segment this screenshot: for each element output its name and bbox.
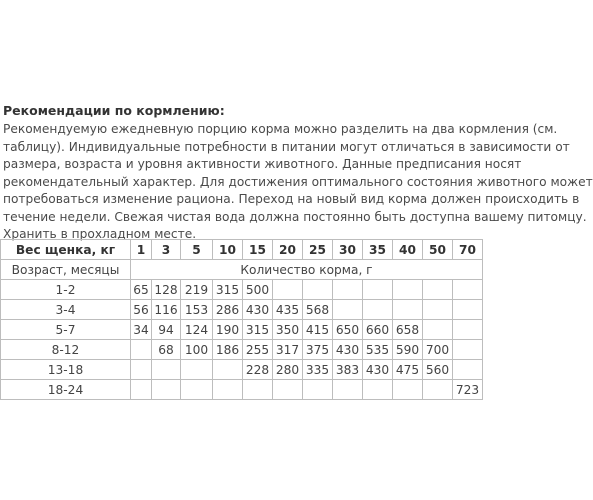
amount-cell [363, 280, 393, 300]
feeding-title: Рекомендации по кормлению: [3, 103, 225, 118]
weight-cell: 3 [152, 240, 181, 260]
table-row [1, 360, 483, 380]
amount-cell: 228 [243, 360, 273, 380]
amount-cell: 415 [303, 320, 333, 340]
amount-cell: 350 [273, 320, 303, 340]
age-cell: 8-12 [1, 340, 131, 360]
amount-cell: 317 [273, 340, 303, 360]
amount-cell [213, 380, 243, 400]
amount-cell [181, 360, 213, 380]
amount-cell [423, 280, 453, 300]
weight-cell: 50 [423, 240, 453, 260]
amount-cell: 658 [393, 320, 423, 340]
age-header-cell: Возраст, месяцы [1, 260, 131, 280]
amount-cell [423, 300, 453, 320]
paragraph-line: таблицу). Индивидуальные потребности в питании могут отличаться в зависимости от [3, 139, 570, 154]
amount-cell: 100 [181, 340, 213, 360]
feeding-paragraph [3, 121, 593, 244]
weight-cell: 20 [273, 240, 303, 260]
amount-cell [181, 380, 213, 400]
amount-cell: 590 [393, 340, 423, 360]
amount-cell: 723 [453, 380, 483, 400]
amount-cell: 375 [303, 340, 333, 360]
amount-cell: 700 [423, 340, 453, 360]
amount-cell: 650 [333, 320, 363, 340]
amount-cell [303, 380, 333, 400]
amount-cell [243, 380, 273, 400]
amount-cell: 34 [131, 320, 152, 340]
age-cell: 13-18 [1, 360, 131, 380]
paragraph-line: Рекомендуемую ежедневную порцию корма можно разделить на два кормления (см. [3, 122, 558, 136]
amount-cell: 383 [333, 360, 363, 380]
amount-cell [393, 380, 423, 400]
paragraph-line: потребоваться изменение рациона. Переход на новый вид корма должен происходить в [3, 192, 580, 206]
age-cell: 5-7 [1, 320, 131, 340]
amount-cell [273, 380, 303, 400]
amount-cell [303, 280, 333, 300]
paragraph-line: размера, возраста и уровня активности животного. Данные предписания носят [3, 157, 522, 171]
amount-cell: 255 [243, 340, 273, 360]
amount-cell [453, 360, 483, 380]
age-cell: 1-2 [1, 280, 131, 300]
weight-cell: 15 [243, 240, 273, 260]
paragraph-line: течение недели. Свежая чистая вода должна постоянно быть доступна вашему питомцу. [3, 209, 587, 224]
amount-cell: 186 [213, 340, 243, 360]
amount-cell: 315 [213, 280, 243, 300]
weight-header-cell: Вес щенка, кг [1, 240, 131, 260]
amount-cell: 430 [333, 340, 363, 360]
amount-cell [333, 300, 363, 320]
amount-cell: 535 [363, 340, 393, 360]
amount-cell [423, 320, 453, 340]
amount-header-cell: Количество корма, г [131, 260, 483, 280]
amount-cell [333, 380, 363, 400]
amount-cell: 280 [273, 360, 303, 380]
amount-cell: 286 [213, 300, 243, 320]
amount-cell: 568 [303, 300, 333, 320]
amount-cell: 660 [363, 320, 393, 340]
amount-cell [131, 360, 152, 380]
amount-cell: 65 [131, 280, 152, 300]
table-row [1, 380, 483, 400]
amount-cell: 190 [213, 320, 243, 340]
amount-cell: 430 [243, 300, 273, 320]
table-row [1, 340, 483, 360]
amount-cell [213, 360, 243, 380]
amount-cell [363, 380, 393, 400]
amount-cell: 94 [152, 320, 181, 340]
weight-cell: 1 [131, 240, 152, 260]
paragraph-line: Хранить в прохладном месте. [3, 227, 197, 241]
feeding-table [0, 239, 483, 400]
amount-cell [273, 280, 303, 300]
weight-cell: 70 [453, 240, 483, 260]
weight-cell: 30 [333, 240, 363, 260]
amount-cell: 56 [131, 300, 152, 320]
table-row [1, 300, 483, 320]
amount-cell [453, 320, 483, 340]
amount-cell [131, 340, 152, 360]
amount-cell: 560 [423, 360, 453, 380]
amount-cell [131, 380, 152, 400]
amount-cell: 153 [181, 300, 213, 320]
amount-cell: 219 [181, 280, 213, 300]
amount-cell: 315 [243, 320, 273, 340]
table-row [1, 280, 483, 300]
amount-cell [453, 280, 483, 300]
table-row [1, 320, 483, 340]
amount-cell: 124 [181, 320, 213, 340]
amount-cell: 475 [393, 360, 423, 380]
amount-cell: 500 [243, 280, 273, 300]
age-cell: 18-24 [1, 380, 131, 400]
amount-cell [152, 360, 181, 380]
amount-cell: 68 [152, 340, 181, 360]
amount-cell [453, 340, 483, 360]
age-cell: 3-4 [1, 300, 131, 320]
weight-header-row [1, 240, 483, 260]
amount-cell [363, 300, 393, 320]
weight-cell: 35 [363, 240, 393, 260]
amount-cell: 116 [152, 300, 181, 320]
weight-cell: 10 [213, 240, 243, 260]
amount-cell: 430 [363, 360, 393, 380]
amount-cell [393, 280, 423, 300]
amount-cell: 335 [303, 360, 333, 380]
amount-cell [453, 300, 483, 320]
amount-cell [152, 380, 181, 400]
amount-cell: 128 [152, 280, 181, 300]
age-header-row [1, 260, 483, 280]
amount-cell [393, 300, 423, 320]
paragraph-line: рекомендательный характер. Для достижения оптимального состояния животного может [3, 174, 593, 189]
weight-cell: 5 [181, 240, 213, 260]
weight-cell: 40 [393, 240, 423, 260]
amount-cell [423, 380, 453, 400]
amount-cell [333, 280, 363, 300]
weight-cell: 25 [303, 240, 333, 260]
amount-cell: 435 [273, 300, 303, 320]
